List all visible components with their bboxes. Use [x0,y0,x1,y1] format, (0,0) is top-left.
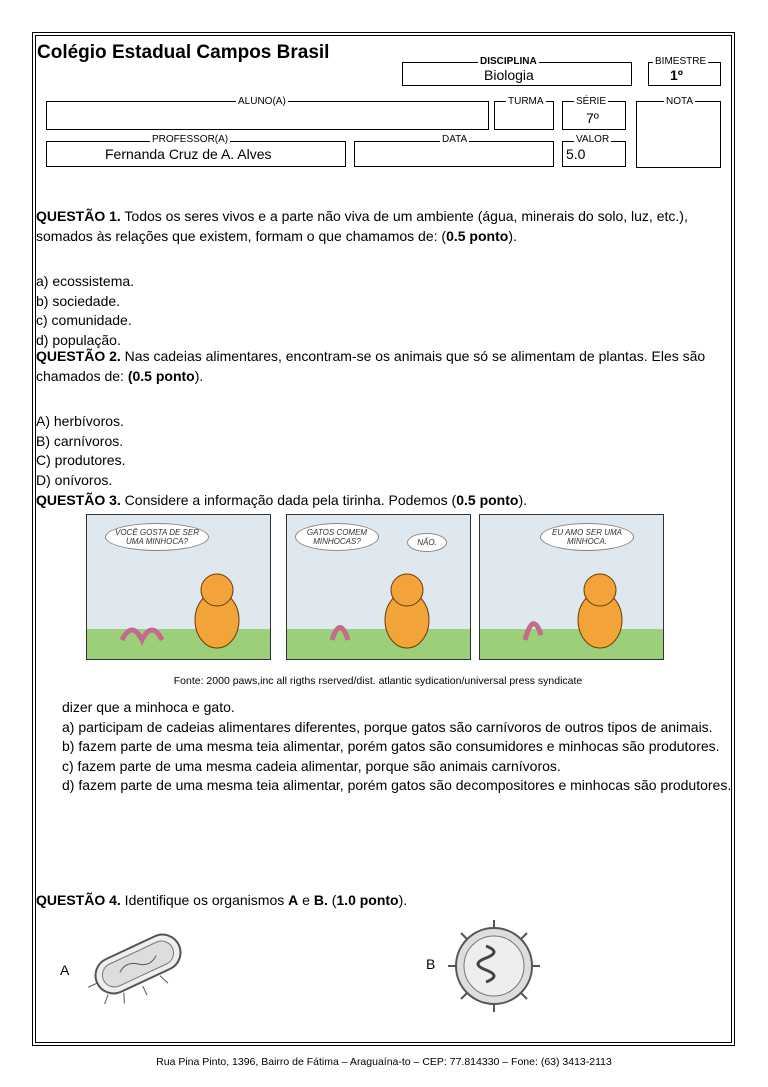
question-4-text: QUESTÃO 4. Identifique os organismos A e B. (1.0 ponto). [36,892,408,908]
question-2-text: QUESTÃO 2. Nas cadeias alimentares, encontram-se os animais que só se alimentam de plantas. Eles são chamados de: (0.5 ponto). [36,348,706,384]
question-1-option[interactable]: d) população. [36,331,121,348]
garfield-illustration [287,515,471,660]
school-name: Colégio Estadual Campos Brasil [37,42,330,63]
bimestre-label: BIMESTRE [655,56,707,67]
aluno-label: ALUNO(A) [238,96,286,107]
garfield-illustration [480,515,664,660]
question-3-stem: dizer que a minhoca e gato. [62,699,235,715]
question-2-option[interactable]: A) herbívoros. [36,413,124,429]
nota-label: NOTA [666,96,694,107]
valor-value: 5.0 [566,146,586,162]
question-1-title: QUESTÃO 1. [36,208,121,224]
question-2-option[interactable]: D) onívoros. [36,471,113,488]
question-3-option[interactable]: a) participam de cadeias alimentares diferentes, porque gatos são carnívoros de outros tipos de animais. [62,718,713,735]
comic-strip [86,514,670,692]
professor-value: Fernanda Cruz de A. Alves [105,146,272,162]
professor-label: PROFESSOR(A) [152,134,229,145]
question-3-option[interactable]: d) fazem parte de uma mesma teia alimentar, porém gatos são decompositores e minhocas são produtores. [62,777,732,793]
question-1-option[interactable]: c) comunidade. [36,312,132,328]
question-1-option[interactable]: a) ecossistema. [36,273,135,289]
turma-label: TURMA [508,96,544,107]
footer-address: Rua Pina Pinto, 1396, Bairro de Fátima – Araguaína-to – CEP: 77.814330 – Fone: (63) 3413-2113 [156,1056,612,1068]
question-3-option[interactable]: c) fazem parte de uma mesma cadeia alimentar, porque são animais carnívoros. [62,757,561,774]
organism-b-label: B [426,956,436,972]
question-2-option[interactable]: C) produtores. [36,452,126,468]
question-3-body [62,698,732,796]
comic-panel-1 [86,514,271,660]
garfield-illustration [87,515,271,660]
comic-panel-3 [479,514,664,660]
speech-bubble: NÃO. [407,533,447,552]
comic-panel-2 [286,514,471,660]
speech-bubble: EU AMO SER UMA MINHOCA. [540,523,634,551]
nota-box[interactable] [636,101,721,168]
question-2-title: QUESTÃO 2. [36,348,121,364]
question-3-text: QUESTÃO 3. Considere a informação dada pela tirinha. Podemos (0.5 ponto). [36,492,528,508]
question-3-title: QUESTÃO 3. [36,492,121,508]
comic-source: Fonte: 2000 paws,inc all rigths rserved/dist. atlantic sydication/universal press syndicate [173,675,583,687]
question-4-title: QUESTÃO 4. [36,892,121,908]
data-label: DATA [442,134,468,145]
speech-bubble: GATOS COMEM MINHOCAS? [295,523,379,551]
question-2 [36,333,732,490]
question-3-option[interactable]: b) fazem parte de uma mesma teia alimentar, porém gatos são consumidores e minhocas são produtores. [62,738,720,754]
question-4 [36,877,732,925]
serie-value: 7º [586,110,599,126]
bacterium-illustration [78,924,198,1004]
question-1-option[interactable]: b) sociedade. [36,292,121,309]
question-2-option[interactable]: B) carnívoros. [36,432,124,449]
valor-label: VALOR [576,134,610,145]
question-1-text: QUESTÃO 1. Todos os seres vivos e a parte não viva de um ambiente (água, minerais do solo, luz, etc.), somados às relações que existem, formam o que chamamos de: (0.5 ponto). [36,208,688,244]
disciplina-value: Biologia [484,67,534,83]
organism-a-label: A [60,962,70,978]
question-1 [36,193,732,350]
bimestre-value: 1º [670,67,683,83]
serie-label: SÉRIE [576,96,607,107]
speech-bubble: VOCÊ GOSTA DE SER UMA MINHOCA? [105,523,209,551]
disciplina-label: DISCIPLINA [480,56,537,67]
virus-illustration [444,916,544,1016]
